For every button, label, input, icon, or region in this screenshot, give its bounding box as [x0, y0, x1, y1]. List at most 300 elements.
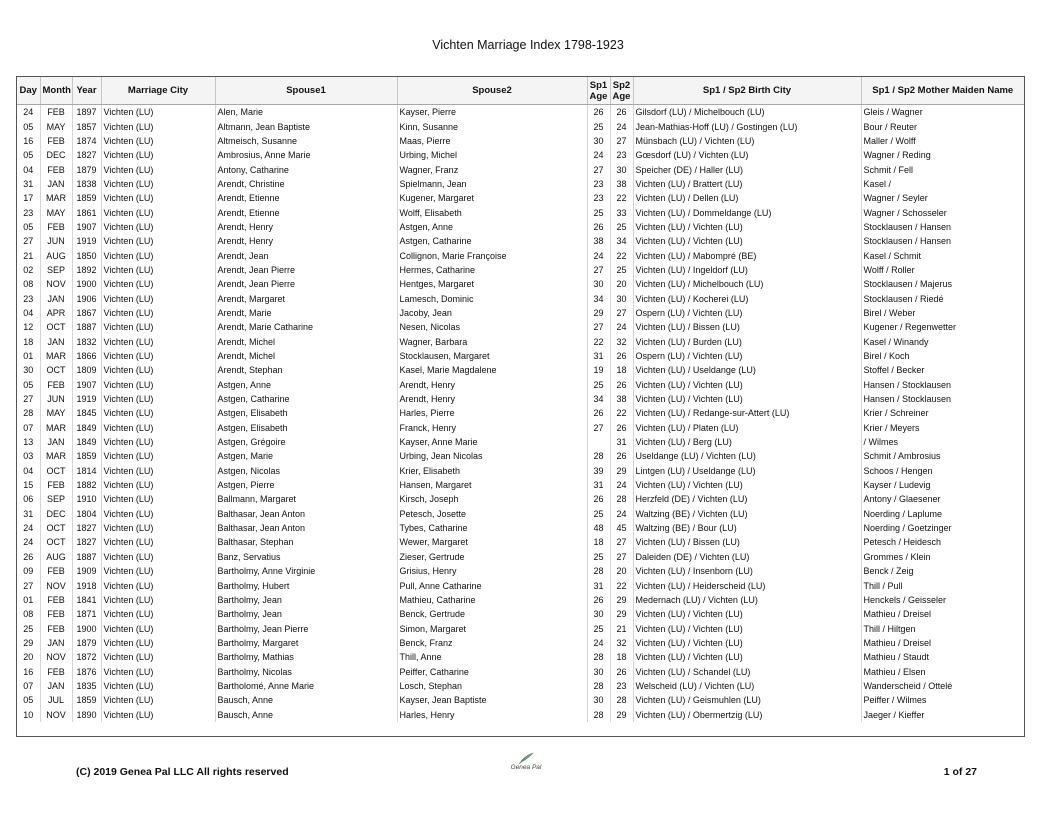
table-row: [17, 105, 1024, 120]
cell-spouse1: Arendt, Etienne: [215, 205, 397, 219]
cell-marriage-city: Vichten (LU): [101, 248, 215, 262]
cell-month: SEP: [40, 263, 72, 277]
cell-sp1-age: 25: [587, 621, 610, 635]
cell-spouse1: Bartholmy, Jean: [215, 607, 397, 621]
table-body: [17, 105, 1024, 722]
cell-mother-maiden-name: Jaeger / Kieffer: [863, 709, 925, 720]
table-row: [17, 607, 1024, 621]
table-row: [17, 406, 1024, 420]
table-row: [17, 679, 1024, 693]
table-row: [17, 621, 1024, 635]
cell-sp1-age: 25: [587, 205, 610, 219]
cell-year: 1887: [72, 320, 101, 334]
table-row: [17, 492, 1024, 506]
cell-marriage-city: Vichten (LU): [101, 607, 215, 621]
cell-day: 30: [17, 363, 40, 377]
cell-sp1-age: 30: [587, 134, 610, 148]
cell-birth-city: Vichten (LU) / Vichten (LU): [633, 378, 861, 392]
cell-spouse2: Kayser, Pierre: [397, 105, 587, 120]
cell-spouse1: Astgen, Catharine: [215, 392, 397, 406]
cell-year: 1814: [72, 464, 101, 478]
cell-month: OCT: [40, 363, 72, 377]
cell-sp1-age: 27: [587, 162, 610, 176]
cell-mother-maiden-name: Hansen / Stocklausen: [863, 394, 952, 405]
cell-sp1-age: 28: [587, 449, 610, 463]
cell-sp1-age: 18: [587, 535, 610, 549]
cell-year: 1866: [72, 349, 101, 363]
table-row: [17, 378, 1024, 392]
cell-sp2-age: 20: [610, 564, 633, 578]
cell-day: 08: [17, 277, 40, 291]
cell-marriage-city: Vichten (LU): [101, 392, 215, 406]
cell-day: 20: [17, 650, 40, 664]
cell-sp1-age: 24: [587, 636, 610, 650]
cell-year: 1845: [72, 406, 101, 420]
cell-sp2-age: 24: [610, 478, 633, 492]
cell-year: 1849: [72, 435, 101, 449]
cell-day: 31: [17, 507, 40, 521]
cell-spouse1: Arendt, Jean: [215, 248, 397, 262]
cell-spouse2: Arendt, Henry: [397, 392, 587, 406]
cell-year: 1859: [72, 693, 101, 707]
cell-marriage-city: Vichten (LU): [101, 636, 215, 650]
table-row: [17, 277, 1024, 291]
cell-spouse2: Thill, Anne: [397, 650, 587, 664]
cell-birth-city: Vichten (LU) / Burden (LU): [633, 335, 861, 349]
cell-birth-city: Ospern (LU) / Vichten (LU): [633, 306, 861, 320]
cell-mother-maiden-name: Wolff / Roller: [863, 264, 915, 275]
cell-sp2-age: 26: [610, 349, 633, 363]
cell-sp2-age: 32: [610, 636, 633, 650]
cell-year: 1918: [72, 578, 101, 592]
cell-sp2-age: 22: [610, 406, 633, 420]
cell-month: FEB: [40, 134, 72, 148]
cell-spouse2: Wolff, Elisabeth: [397, 205, 587, 219]
cell-marriage-city: Vichten (LU): [101, 693, 215, 707]
cell-month: NOV: [40, 277, 72, 291]
cell-year: 1827: [72, 535, 101, 549]
cell-marriage-city: Vichten (LU): [101, 478, 215, 492]
cell-spouse2: Kirsch, Joseph: [397, 492, 587, 506]
cell-spouse1: Astgen, Anne: [215, 378, 397, 392]
cell-year: 1876: [72, 664, 101, 678]
cell-spouse1: Bartholmy, Jean Pierre: [215, 621, 397, 635]
cell-day: 07: [17, 679, 40, 693]
cell-spouse1: Altmann, Jean Baptiste: [215, 119, 397, 133]
cell-month: OCT: [40, 320, 72, 334]
cell-mother-maiden-name: Stocklausen / Majerus: [863, 279, 953, 290]
table-row: [17, 550, 1024, 564]
cell-sp1-age: 25: [587, 507, 610, 521]
cell-birth-city: Gœsdorf (LU) / Vichten (LU): [633, 148, 861, 162]
cell-sp2-age: 29: [610, 607, 633, 621]
cell-mother-maiden-name: Kasel / Schmit: [863, 250, 922, 261]
cell-spouse2: Urbing, Jean Nicolas: [397, 449, 587, 463]
cell-day: 23: [17, 205, 40, 219]
cell-marriage-city: Vichten (LU): [101, 521, 215, 535]
cell-mother-maiden-name: Benck / Zeig: [863, 566, 914, 577]
cell-day: 23: [17, 291, 40, 305]
cell-marriage-city: Vichten (LU): [101, 621, 215, 635]
cell-mother-maiden-name: Schoos / Hengen: [863, 465, 933, 476]
cell-birth-city: Medernach (LU) / Vichten (LU): [633, 593, 861, 607]
marriage-index-table: [16, 76, 1025, 737]
cell-month: DEC: [40, 148, 72, 162]
cell-spouse1: Astgen, Marie: [215, 449, 397, 463]
table-row: [17, 521, 1024, 535]
cell-marriage-city: Vichten (LU): [101, 205, 215, 219]
cell-year: 1872: [72, 650, 101, 664]
cell-spouse2: Franck, Henry: [397, 421, 587, 435]
table-row: [17, 234, 1024, 248]
table-row: [17, 664, 1024, 678]
cell-day: 04: [17, 306, 40, 320]
cell-year: 1859: [72, 449, 101, 463]
cell-birth-city: Vichten (LU) / Vichten (LU): [633, 220, 861, 234]
cell-spouse1: Bartholmy, Margaret: [215, 636, 397, 650]
cell-sp2-age: 34: [610, 234, 633, 248]
cell-month: APR: [40, 306, 72, 320]
table-row: [17, 248, 1024, 262]
cell-mother-maiden-name: / Wilmes: [863, 437, 898, 448]
cell-birth-city: Daleiden (DE) / Vichten (LU): [633, 550, 861, 564]
cell-day: 17: [17, 191, 40, 205]
cell-sp2-age: 27: [610, 550, 633, 564]
cell-day: 05: [17, 119, 40, 133]
cell-birth-city: Useldange (LU) / Vichten (LU): [633, 449, 861, 463]
table-row: [17, 335, 1024, 349]
cell-year: 1838: [72, 177, 101, 191]
cell-spouse1: Bartholmy, Nicolas: [215, 664, 397, 678]
cell-sp2-age: 38: [610, 392, 633, 406]
cell-birth-city: Vichten (LU) / Vichten (LU): [633, 636, 861, 650]
cell-marriage-city: Vichten (LU): [101, 177, 215, 191]
cell-birth-city: Vichten (LU) / Vichten (LU): [633, 234, 861, 248]
cell-spouse1: Bartholmy, Anne Virginie: [215, 564, 397, 578]
cell-spouse1: Arendt, Jean Pierre: [215, 263, 397, 277]
cell-sp2-age: 28: [610, 693, 633, 707]
cell-spouse1: Bartholmy, Jean: [215, 593, 397, 607]
cell-sp2-age: 23: [610, 148, 633, 162]
cell-birth-city: Vichten (LU) / Vichten (LU): [633, 621, 861, 635]
cell-sp2-age: 31: [610, 435, 633, 449]
cell-marriage-city: Vichten (LU): [101, 406, 215, 420]
cell-spouse2: Tybes, Catharine: [397, 521, 587, 535]
cell-birth-city: Vichten (LU) / Brattert (LU): [633, 177, 861, 191]
cell-sp2-age: 21: [610, 621, 633, 635]
cell-month: MAR: [40, 449, 72, 463]
cell-spouse1: Bartholmy, Hubert: [215, 578, 397, 592]
cell-marriage-city: Vichten (LU): [101, 507, 215, 521]
cell-sp2-age: 28: [610, 492, 633, 506]
genea-pal-logo: [504, 752, 548, 771]
table-row: [17, 134, 1024, 148]
cell-spouse1: Arendt, Michel: [215, 349, 397, 363]
cell-day: 21: [17, 248, 40, 262]
table-row: [17, 421, 1024, 435]
cell-spouse1: Arendt, Christine: [215, 177, 397, 191]
cell-sp1-age: 26: [587, 492, 610, 506]
cell-marriage-city: Vichten (LU): [101, 363, 215, 377]
table-row: [17, 435, 1024, 449]
cell-marriage-city: Vichten (LU): [101, 335, 215, 349]
column-header-day: Day: [17, 77, 40, 105]
cell-birth-city: Vichten (LU) / Vichten (LU): [633, 607, 861, 621]
cell-day: 12: [17, 320, 40, 334]
cell-year: 1919: [72, 392, 101, 406]
cell-year: 1900: [72, 621, 101, 635]
table-row: [17, 707, 1024, 721]
cell-day: 07: [17, 421, 40, 435]
cell-marriage-city: Vichten (LU): [101, 378, 215, 392]
cell-spouse2: Jacoby, Jean: [397, 306, 587, 320]
cell-birth-city: Vichten (LU) / Mabompré (BE): [633, 248, 861, 262]
cell-spouse1: Banz, Servatius: [215, 550, 397, 564]
cell-day: 03: [17, 449, 40, 463]
cell-spouse1: Arendt, Marie Catharine: [215, 320, 397, 334]
cell-marriage-city: Vichten (LU): [101, 220, 215, 234]
cell-mother-maiden-name: Stocklausen / Hansen: [863, 221, 952, 232]
cell-marriage-city: Vichten (LU): [101, 679, 215, 693]
cell-sp1-age: 28: [587, 679, 610, 693]
cell-day: 29: [17, 636, 40, 650]
table-row: [17, 363, 1024, 377]
cell-sp2-age: 24: [610, 507, 633, 521]
cell-year: 1879: [72, 636, 101, 650]
cell-sp2-age: 33: [610, 205, 633, 219]
cell-year: 1841: [72, 593, 101, 607]
cell-month: AUG: [40, 550, 72, 564]
cell-spouse2: Kinn, Susanne: [397, 119, 587, 133]
cell-day: 08: [17, 607, 40, 621]
cell-sp1-age: 26: [587, 593, 610, 607]
cell-year: 1857: [72, 119, 101, 133]
cell-spouse2: Collignon, Marie Françoise: [397, 248, 587, 262]
cell-year: 1892: [72, 263, 101, 277]
cell-month: FEB: [40, 378, 72, 392]
cell-sp1-age: 29: [587, 306, 610, 320]
cell-day: 27: [17, 578, 40, 592]
cell-month: FEB: [40, 478, 72, 492]
cell-year: 1835: [72, 679, 101, 693]
cell-month: MAY: [40, 406, 72, 420]
cell-spouse1: Astgen, Elisabeth: [215, 406, 397, 420]
cell-birth-city: Vichten (LU) / Obermertzig (LU): [633, 707, 861, 721]
cell-spouse1: Astgen, Nicolas: [215, 464, 397, 478]
cell-marriage-city: Vichten (LU): [101, 707, 215, 721]
cell-sp1-age: 26: [587, 406, 610, 420]
cell-day: 01: [17, 349, 40, 363]
cell-month: FEB: [40, 593, 72, 607]
cell-month: JUN: [40, 392, 72, 406]
cell-day: 01: [17, 593, 40, 607]
cell-spouse2: Spielmann, Jean: [397, 177, 587, 191]
cell-marriage-city: Vichten (LU): [101, 291, 215, 305]
cell-mother-maiden-name: Peiffer / Wilmes: [863, 695, 927, 706]
cell-sp1-age: 28: [587, 707, 610, 721]
cell-birth-city: Vichten (LU) / Ingeldorf (LU): [633, 263, 861, 277]
cell-spouse1: Balthasar, Stephan: [215, 535, 397, 549]
cell-marriage-city: Vichten (LU): [101, 134, 215, 148]
cell-mother-maiden-name: Wanderscheid / Ottelé: [863, 680, 953, 691]
cell-year: 1919: [72, 234, 101, 248]
cell-mother-maiden-name: Antony / Glaesener: [863, 494, 941, 505]
cell-spouse1: Arendt, Margaret: [215, 291, 397, 305]
cell-mother-maiden-name: Stocklausen / Hansen: [863, 236, 952, 247]
cell-spouse2: Kasel, Marie Magdalene: [397, 363, 587, 377]
cell-spouse2: Simon, Margaret: [397, 621, 587, 635]
table-row: [17, 464, 1024, 478]
cell-marriage-city: Vichten (LU): [101, 464, 215, 478]
cell-sp1-age: 30: [587, 664, 610, 678]
cell-spouse1: Arendt, Marie: [215, 306, 397, 320]
cell-year: 1879: [72, 162, 101, 176]
cell-spouse2: Kayser, Jean Baptiste: [397, 693, 587, 707]
cell-sp2-age: 38: [610, 177, 633, 191]
cell-sp2-age: 20: [610, 277, 633, 291]
cell-spouse1: Bausch, Anne: [215, 707, 397, 721]
table-row: [17, 650, 1024, 664]
table-row: [17, 148, 1024, 162]
cell-marriage-city: Vichten (LU): [101, 349, 215, 363]
cell-mother-maiden-name: Noerding / Goetzinger: [863, 523, 952, 534]
table-row: [17, 177, 1024, 191]
cell-sp2-age: 26: [610, 378, 633, 392]
cell-sp2-age: 22: [610, 191, 633, 205]
column-header-spouse2: Spouse2: [397, 77, 587, 105]
cell-spouse1: Ambrosius, Anne Marie: [215, 148, 397, 162]
cell-birth-city: Welscheid (LU) / Vichten (LU): [633, 679, 861, 693]
cell-spouse2: Hermes, Catharine: [397, 263, 587, 277]
cell-spouse2: Zieser, Gertrude: [397, 550, 587, 564]
cell-year: 1900: [72, 277, 101, 291]
cell-day: 27: [17, 234, 40, 248]
cell-mother-maiden-name: Henckels / Geisseler: [863, 594, 947, 605]
cell-month: AUG: [40, 248, 72, 262]
cell-day: 13: [17, 435, 40, 449]
cell-year: 1890: [72, 707, 101, 721]
cell-marriage-city: Vichten (LU): [101, 449, 215, 463]
cell-year: 1827: [72, 521, 101, 535]
cell-marriage-city: Vichten (LU): [101, 593, 215, 607]
cell-spouse2: Astgen, Anne: [397, 220, 587, 234]
cell-marriage-city: Vichten (LU): [101, 421, 215, 435]
cell-mother-maiden-name: Krier / Schreiner: [863, 408, 929, 419]
table-row: [17, 306, 1024, 320]
table-row: [17, 263, 1024, 277]
cell-sp2-age: 23: [610, 679, 633, 693]
cell-day: 04: [17, 464, 40, 478]
cell-sp1-age: [587, 435, 610, 449]
cell-sp2-age: 29: [610, 593, 633, 607]
table-row: [17, 636, 1024, 650]
cell-spouse2: Astgen, Catharine: [397, 234, 587, 248]
cell-birth-city: Vichten (LU) / Dommeldange (LU): [633, 205, 861, 219]
page-title: Vichten Marriage Index 1798-1923: [432, 38, 624, 52]
column-header-month: Month: [40, 77, 72, 105]
cell-marriage-city: Vichten (LU): [101, 435, 215, 449]
table-row: [17, 320, 1024, 334]
cell-mother-maiden-name: Kugener / Regenwetter: [863, 322, 957, 333]
cell-mother-maiden-name: Birel / Weber: [863, 307, 916, 318]
cell-spouse2: Mathieu, Catharine: [397, 593, 587, 607]
cell-sp2-age: 24: [610, 320, 633, 334]
column-header-spouse1: Spouse1: [215, 77, 397, 105]
cell-sp1-age: 34: [587, 392, 610, 406]
cell-day: 05: [17, 693, 40, 707]
cell-year: 1874: [72, 134, 101, 148]
cell-birth-city: Vichten (LU) / Insenborn (LU): [633, 564, 861, 578]
cell-mother-maiden-name: Bour / Reuter: [863, 121, 918, 132]
cell-birth-city: Vichten (LU) / Platen (LU): [633, 421, 861, 435]
cell-spouse1: Ballmann, Margaret: [215, 492, 397, 506]
cell-sp1-age: 28: [587, 564, 610, 578]
cell-sp2-age: 26: [610, 421, 633, 435]
cell-year: 1910: [72, 492, 101, 506]
cell-sp1-age: 26: [587, 105, 610, 120]
cell-sp1-age: 23: [587, 177, 610, 191]
cell-spouse2: Pull, Anne Catharine: [397, 578, 587, 592]
cell-sp2-age: 29: [610, 707, 633, 721]
cell-spouse2: Maas, Pierre: [397, 134, 587, 148]
cell-spouse2: Arendt, Henry: [397, 378, 587, 392]
column-header-year: Year: [72, 77, 101, 105]
cell-sp1-age: 34: [587, 291, 610, 305]
cell-birth-city: Vichten (LU) / Dellen (LU): [633, 191, 861, 205]
cell-sp1-age: 28: [587, 650, 610, 664]
cell-mother-maiden-name: Kasel /: [863, 178, 892, 189]
cell-spouse2: Nesen, Nicolas: [397, 320, 587, 334]
cell-mother-maiden-name: Thill / Pull: [863, 580, 903, 591]
cell-day: 25: [17, 621, 40, 635]
cell-month: FEB: [40, 220, 72, 234]
cell-mother-maiden-name: Mathieu / Elsen: [863, 666, 926, 677]
cell-spouse2: Petesch, Josette: [397, 507, 587, 521]
cell-day: 28: [17, 406, 40, 420]
cell-month: JUN: [40, 234, 72, 248]
cell-mother-maiden-name: Mathieu / Dreisel: [863, 637, 932, 648]
cell-year: 1907: [72, 220, 101, 234]
cell-sp2-age: 18: [610, 363, 633, 377]
cell-birth-city: Vichten (LU) / Kocherei (LU): [633, 291, 861, 305]
cell-sp2-age: 27: [610, 535, 633, 549]
cell-birth-city: Vichten (LU) / Michelbouch (LU): [633, 277, 861, 291]
cell-marriage-city: Vichten (LU): [101, 306, 215, 320]
cell-birth-city: Waltzing (BE) / Vichten (LU): [633, 507, 861, 521]
cell-sp2-age: 25: [610, 263, 633, 277]
cell-sp1-age: 25: [587, 119, 610, 133]
cell-marriage-city: Vichten (LU): [101, 578, 215, 592]
cell-day: 04: [17, 162, 40, 176]
cell-month: MAR: [40, 191, 72, 205]
cell-month: SEP: [40, 492, 72, 506]
cell-marriage-city: Vichten (LU): [101, 550, 215, 564]
cell-birth-city: Vichten (LU) / Redange-sur-Attert (LU): [633, 406, 861, 420]
cell-mother-maiden-name: Wagner / Schosseler: [863, 207, 947, 218]
cell-mother-maiden-name: Wagner / Reding: [863, 150, 931, 161]
cell-spouse2: Stocklausen, Margaret: [397, 349, 587, 363]
cell-month: FEB: [40, 564, 72, 578]
cell-marriage-city: Vichten (LU): [101, 119, 215, 133]
column-header-sp1-age: Sp1 Age: [587, 77, 610, 105]
cell-spouse2: Wewer, Margaret: [397, 535, 587, 549]
cell-mother-maiden-name: Hansen / Stocklausen: [863, 379, 952, 390]
cell-month: JAN: [40, 177, 72, 191]
table-row: [17, 392, 1024, 406]
cell-mother-maiden-name: Grommes / Klein: [863, 551, 931, 562]
cell-sp2-age: 26: [610, 664, 633, 678]
cell-sp1-age: 22: [587, 335, 610, 349]
